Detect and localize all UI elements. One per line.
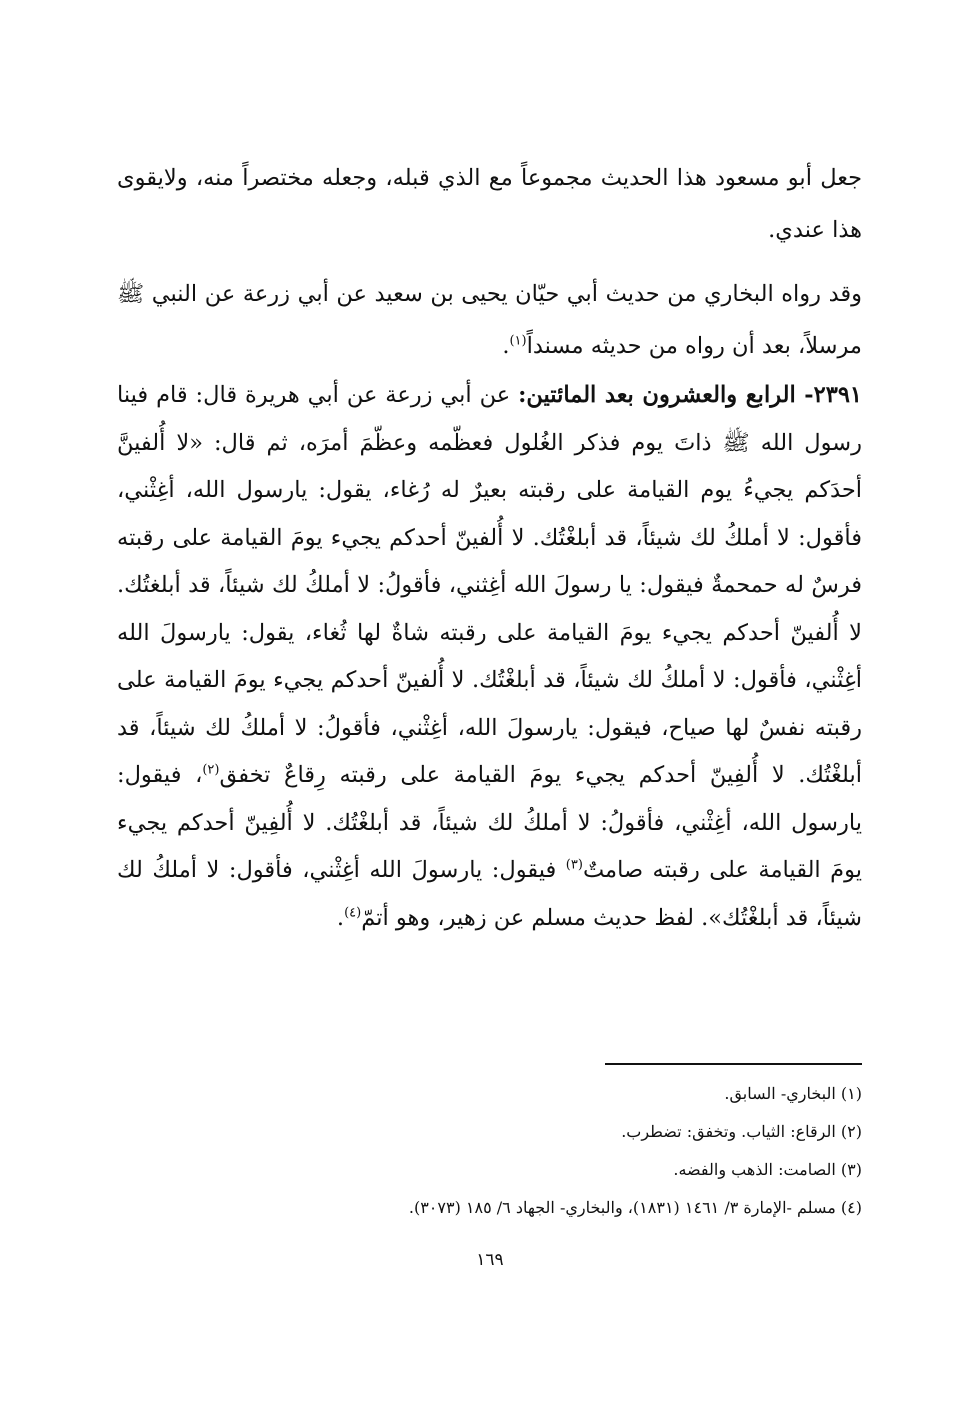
footnote-4: (٤) مسلم -الإمارة ٣/ ١٤٦١ (١٨٣١)، والبخاري- الجهاد ٦/ ١٨٥ (٣٠٧٣).: [408, 1198, 862, 1217]
paragraph-bukhari-end: .: [502, 333, 510, 359]
footnote-divider: [605, 1063, 862, 1065]
paragraph-bukhari-narration: [117, 268, 862, 372]
hadith-text-end: .: [336, 904, 345, 931]
paragraph-commentary-text: جعل أبو مسعود هذا الحديث مجموعاً مع الذي قبله، وجعله مختصراً منه، ولايقوى هذا عندي.: [117, 165, 862, 243]
paragraph-bukhari-text: وقد رواه البخاري من حديث أبي حيّان يحيى بن سعيد عن أبي زرعة عن النبي ﷺ مرسلاً، بعد أن رواه من حديثه مسنداً: [117, 281, 862, 359]
footnotes-section: [117, 1075, 862, 1227]
hadith-text-part3: فيقول: يارسولَ الله أغِثْني، فأقول: لا أملكُ لك شيئاً، قد أبلغْتُك». لفظ حديث مسلم عن زهير، وهو أتمّ: [117, 857, 862, 931]
hadith-text-part1: عن أبي زرعة عن أبي هريرة قال: قام فينا رسول الله ﷺ ذاتَ يوم فذكر الغُلول فعظّمه وعظّمَ أمرَه، ثم قال: «لا أُلفينَّ أحدَكم يجيءُ يوم القيامة على رقبته بعيرٌ له رُغاء، يقول: يارسول الله، أغِثْني، فأقول: لا أملكُ لك شيئاً، قد أبلغْتُك. لا أُلفينّ أحدكم يجيء يومَ القيامة على رقبته فرسٌ له حمحمةٌ فيقول: يا رسولَ الله أغِثني، فأقولُ: لا أملكُ لك شيئاً، قد أبلغتُك. لا أُلفينّ أحدكم يجيء يومَ القيامة على رقبته شاةٌ لها ثُغاء، يقول: يارسولَ الله أغِثْني، فأقول: لا أملكُ لك شيئاً، قد أبلغْتُك. لا أُلفينّ أحدكم يجيء يومَ القيامة على رقبته نفسٌ لها صياح، فيقول: يارسولَ الله، أغِثْني، فأقولُ: لا أملكُ لك شيئاً، قد أبلغْتُك. لا أُلفِينّ أحدكم يجيء يومَ القيامة على رقبته رِقاعٌ تخفق: [117, 382, 862, 788]
footnote-ref-3[interactable]: (٣): [565, 857, 583, 873]
footnote-ref-2[interactable]: (٢): [202, 762, 220, 778]
page-number: ١٦٩: [476, 1250, 504, 1270]
paragraph-commentary: [117, 152, 862, 256]
hadith-title: الرابع والعشرون بعد المائتين:: [518, 382, 796, 408]
footnote-2: (٢) الرقاع: الثياب. وتخفق: تضطرب.: [621, 1122, 862, 1141]
footnote-1: (١) البخاري- السابق.: [724, 1084, 862, 1103]
footnote-ref-1[interactable]: (١): [509, 333, 527, 349]
hadith-paragraph: [117, 372, 862, 942]
hadith-number: ٢٣٩١-: [795, 382, 862, 408]
hadith-text-part2: ، فيقول: يارسول الله، أغِثْني، فأقولُ: لا أملكُ لك شيئاً، قد أبلغْتُك. لا أُلفِينّ أحدكم يجيء يومَ القيامة على رقبته صامتٌ: [117, 762, 862, 883]
footnote-ref-4[interactable]: (٤): [344, 905, 362, 920]
footnote-3: (٣) الصامت: الذهب والفضه.: [673, 1160, 862, 1179]
